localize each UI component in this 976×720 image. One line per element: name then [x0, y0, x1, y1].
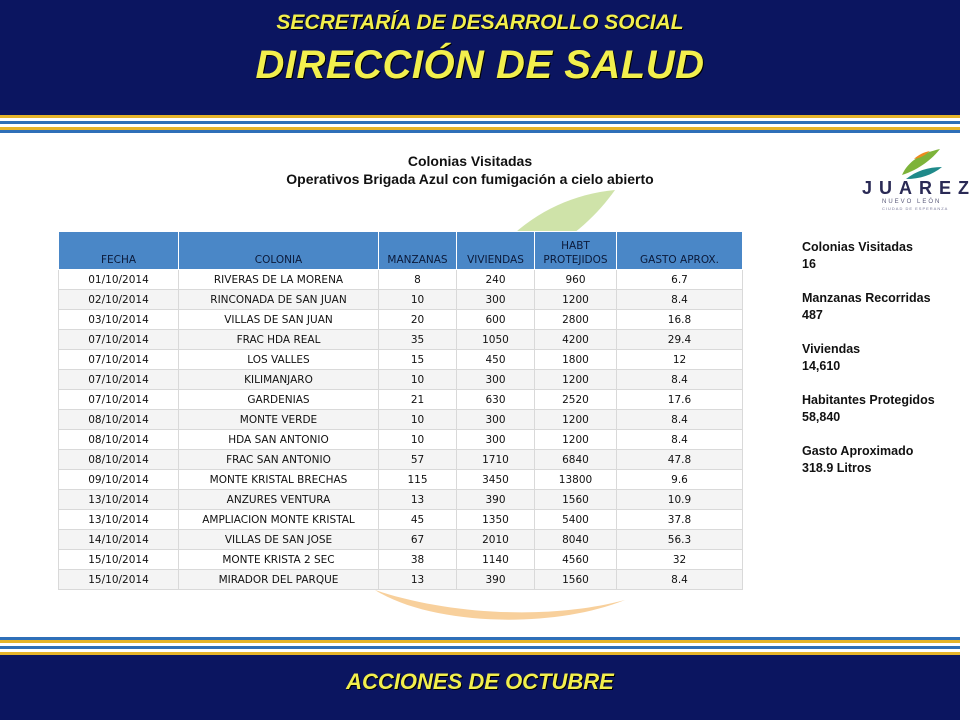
table-cell: 1560: [535, 490, 617, 510]
summary-habitantes: [802, 392, 952, 426]
table-row: [59, 490, 743, 510]
table-cell: 960: [535, 270, 617, 290]
summary-value: 58,840: [802, 410, 841, 424]
table-caption: [170, 152, 770, 188]
table-cell: 15/10/2014: [59, 550, 179, 570]
table-cell: 1200: [535, 370, 617, 390]
table-row: [59, 510, 743, 530]
table-cell: 10.9: [617, 490, 743, 510]
column-header: FECHA: [59, 232, 179, 270]
table-cell: 08/10/2014: [59, 410, 179, 430]
table-row: [59, 310, 743, 330]
table-cell: 13/10/2014: [59, 510, 179, 530]
table-cell: 10: [379, 370, 457, 390]
column-header: MANZANAS: [379, 232, 457, 270]
table-cell: 08/10/2014: [59, 450, 179, 470]
table-cell: 8.4: [617, 410, 743, 430]
summary-label: Viviendas: [802, 342, 861, 356]
table-cell: 57: [379, 450, 457, 470]
table-cell: 02/10/2014: [59, 290, 179, 310]
table-header-row: [59, 232, 743, 270]
summary-value: 14,610: [802, 359, 841, 373]
colonias-table: [58, 231, 743, 590]
table-row: [59, 410, 743, 430]
table-cell: 07/10/2014: [59, 370, 179, 390]
column-header: COLONIA: [179, 232, 379, 270]
table-cell: 8040: [535, 530, 617, 550]
table-cell: 20: [379, 310, 457, 330]
table-cell: AMPLIACION MONTE KRISTAL: [179, 510, 379, 530]
column-header: GASTO APROX.: [617, 232, 743, 270]
table-cell: 300: [457, 290, 535, 310]
logo-wordmark: JUAREZ: [862, 178, 976, 198]
table-cell: 21: [379, 390, 457, 410]
table-cell: 13: [379, 570, 457, 590]
table-cell: 1350: [457, 510, 535, 530]
footer-stripes: [0, 637, 960, 655]
table-cell: 600: [457, 310, 535, 330]
table-cell: 2520: [535, 390, 617, 410]
table-cell: 1200: [535, 410, 617, 430]
table-cell: 10: [379, 290, 457, 310]
table-cell: VILLAS DE SAN JUAN: [179, 310, 379, 330]
table-cell: GARDENIAS: [179, 390, 379, 410]
table-cell: 15: [379, 350, 457, 370]
summary-gasto: [802, 443, 952, 477]
slide-footer: [0, 655, 960, 720]
table-row: [59, 390, 743, 410]
summary-label: Manzanas Recorridas: [802, 291, 931, 305]
table-cell: 38: [379, 550, 457, 570]
table-cell: 45: [379, 510, 457, 530]
table-cell: 1710: [457, 450, 535, 470]
logo-tagline: NUEVO LEÓN: [882, 199, 942, 205]
table-cell: 115: [379, 470, 457, 490]
footer-title: ACCIONES DE OCTUBRE: [346, 669, 614, 694]
summary-colonias: [802, 239, 952, 273]
summary-viviendas: [802, 341, 952, 375]
table-cell: MIRADOR DEL PARQUE: [179, 570, 379, 590]
table-cell: 10: [379, 410, 457, 430]
summary-label: Colonias Visitadas: [802, 240, 913, 254]
table-cell: 37.8: [617, 510, 743, 530]
watermark-swoosh: [370, 585, 630, 630]
table-cell: 67: [379, 530, 457, 550]
column-header: HABT PROTEJIDOS: [535, 232, 617, 270]
table-cell: LOS VALLES: [179, 350, 379, 370]
table-cell: 1140: [457, 550, 535, 570]
table-cell: RINCONADA DE SAN JUAN: [179, 290, 379, 310]
table-cell: 1560: [535, 570, 617, 590]
table-body: [59, 270, 743, 590]
table-row: [59, 470, 743, 490]
caption-subtitle: Operativos Brigada Azul con fumigación a cielo abierto: [286, 171, 654, 187]
table-cell: 10: [379, 430, 457, 450]
table-cell: 35: [379, 330, 457, 350]
summary-panel: [802, 239, 952, 494]
table-cell: 07/10/2014: [59, 330, 179, 350]
table-cell: 8.4: [617, 370, 743, 390]
table-cell: 13800: [535, 470, 617, 490]
table-cell: 17.6: [617, 390, 743, 410]
table-cell: VILLAS DE SAN JOSE: [179, 530, 379, 550]
table-cell: 300: [457, 370, 535, 390]
table-row: [59, 370, 743, 390]
table-cell: 1200: [535, 290, 617, 310]
table-cell: 4200: [535, 330, 617, 350]
logo-emblem-icon: [898, 145, 944, 181]
table-cell: 240: [457, 270, 535, 290]
summary-value: 487: [802, 308, 823, 322]
table-cell: 09/10/2014: [59, 470, 179, 490]
table-row: [59, 530, 743, 550]
table-cell: ANZURES VENTURA: [179, 490, 379, 510]
table-cell: 1050: [457, 330, 535, 350]
table-cell: 16.8: [617, 310, 743, 330]
summary-label: Gasto Aproximado: [802, 444, 914, 458]
table-cell: MONTE VERDE: [179, 410, 379, 430]
caption-title: Colonias Visitadas: [407, 153, 533, 169]
table-cell: MONTE KRISTAL BRECHAS: [179, 470, 379, 490]
table-cell: 6.7: [617, 270, 743, 290]
table-cell: 6840: [535, 450, 617, 470]
table-cell: 8: [379, 270, 457, 290]
table-cell: 300: [457, 430, 535, 450]
table-cell: 630: [457, 390, 535, 410]
table-cell: 47.8: [617, 450, 743, 470]
summary-value: 318.9 Litros: [802, 461, 872, 475]
department-subtitle: SECRETARÍA DE DESARROLLO SOCIAL: [276, 11, 684, 34]
table-cell: 1800: [535, 350, 617, 370]
table-cell: KILIMANJARO: [179, 370, 379, 390]
table-cell: 03/10/2014: [59, 310, 179, 330]
table-cell: FRAC SAN ANTONIO: [179, 450, 379, 470]
slide-header: [0, 0, 960, 115]
table-cell: MONTE KRISTA 2 SEC: [179, 550, 379, 570]
table-cell: 13: [379, 490, 457, 510]
table-cell: 2800: [535, 310, 617, 330]
table-cell: 390: [457, 570, 535, 590]
table-cell: 14/10/2014: [59, 530, 179, 550]
department-title: DIRECCIÓN DE SALUD: [255, 43, 705, 87]
table-cell: 07/10/2014: [59, 350, 179, 370]
table-cell: 29.4: [617, 330, 743, 350]
table-cell: HDA SAN ANTONIO: [179, 430, 379, 450]
table-cell: 8.4: [617, 290, 743, 310]
table-cell: 5400: [535, 510, 617, 530]
table-cell: FRAC HDA REAL: [179, 330, 379, 350]
table-cell: 9.6: [617, 470, 743, 490]
table-row: [59, 450, 743, 470]
logo-subtagline: CIUDAD DE ESPERANZA: [882, 206, 949, 211]
table-cell: 2010: [457, 530, 535, 550]
table-cell: RIVERAS DE LA MORENA: [179, 270, 379, 290]
table-row: [59, 270, 743, 290]
table-cell: 300: [457, 410, 535, 430]
table-cell: 4560: [535, 550, 617, 570]
table-cell: 15/10/2014: [59, 570, 179, 590]
juarez-logo: [860, 145, 976, 215]
column-header: VIVIENDAS: [457, 232, 535, 270]
table-row: [59, 430, 743, 450]
summary-label: Habitantes Protegidos: [802, 393, 935, 407]
table-cell: 450: [457, 350, 535, 370]
table-row: [59, 290, 743, 310]
table-cell: 07/10/2014: [59, 390, 179, 410]
summary-manzanas: [802, 290, 952, 324]
table-cell: 01/10/2014: [59, 270, 179, 290]
table-cell: 390: [457, 490, 535, 510]
table-cell: 8.4: [617, 430, 743, 450]
table-row: [59, 550, 743, 570]
table-cell: 56.3: [617, 530, 743, 550]
table-row: [59, 330, 743, 350]
table-cell: 3450: [457, 470, 535, 490]
table-cell: 13/10/2014: [59, 490, 179, 510]
table-cell: 32: [617, 550, 743, 570]
summary-value: 16: [802, 257, 816, 271]
table-row: [59, 570, 743, 590]
table-row: [59, 350, 743, 370]
header-stripes: [0, 115, 960, 133]
table-cell: 1200: [535, 430, 617, 450]
table-cell: 12: [617, 350, 743, 370]
table-cell: 8.4: [617, 570, 743, 590]
table-cell: 08/10/2014: [59, 430, 179, 450]
